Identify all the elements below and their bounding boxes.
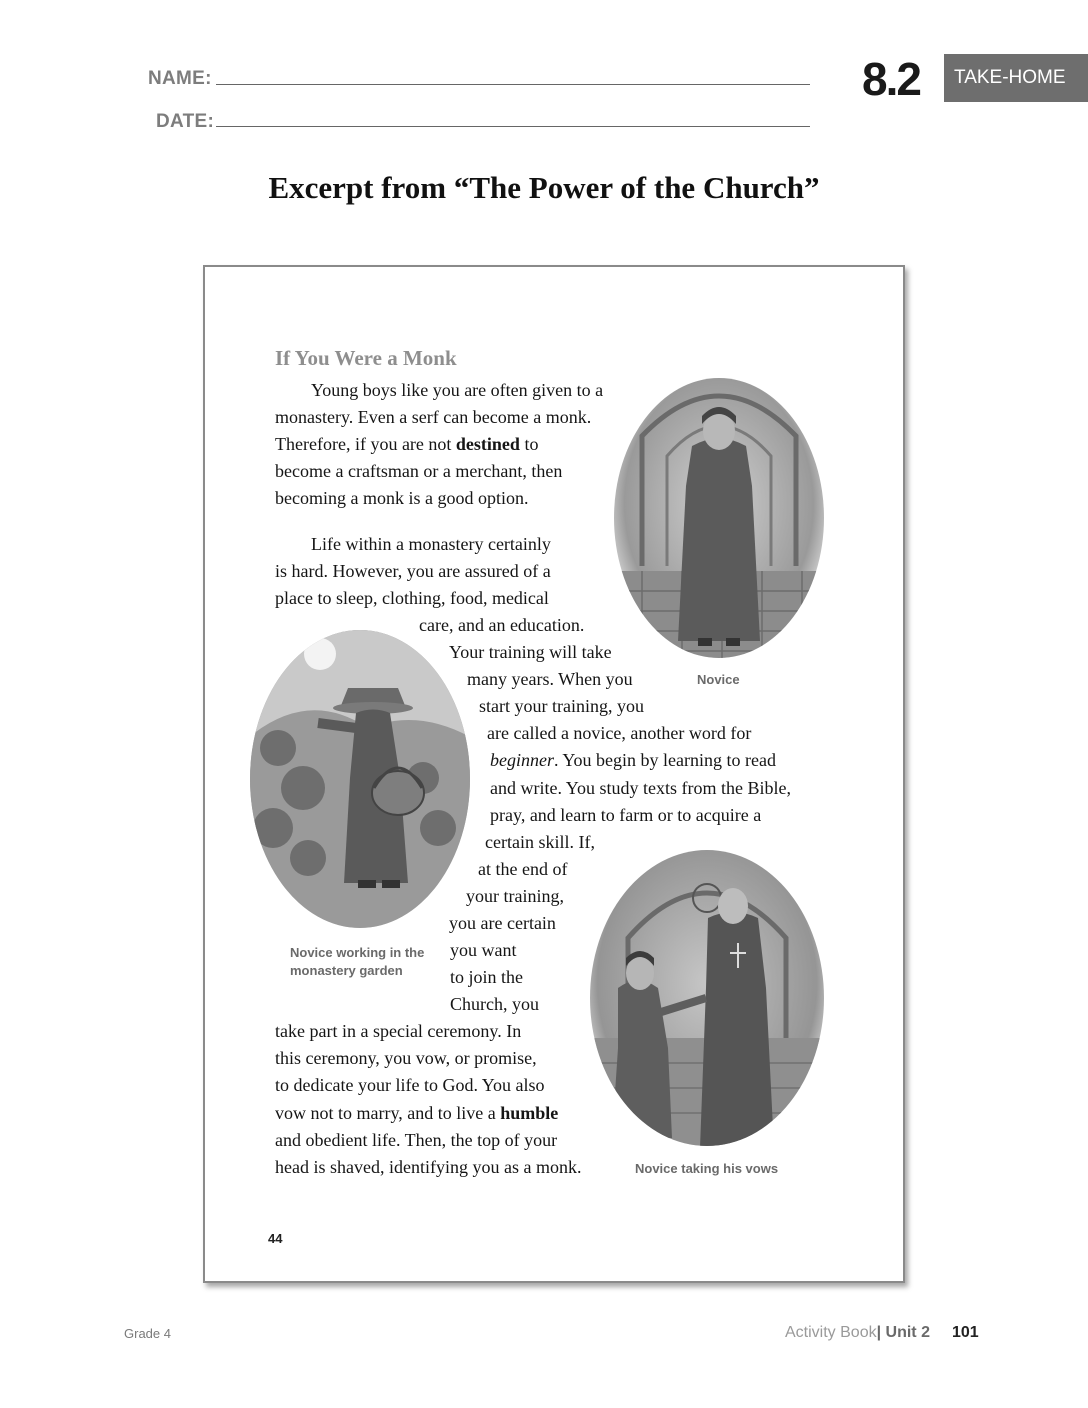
vows-illustration [588, 848, 826, 1148]
date-label: DATE: [156, 111, 215, 132]
text-line: is hard. However, you are assured of a [275, 561, 551, 581]
text-line: head is shaved, identifying you as a monk. [275, 1157, 582, 1177]
name-field[interactable] [216, 84, 810, 85]
excerpt-page-number: 44 [268, 1231, 283, 1246]
text-line: care, and an education. [419, 615, 585, 635]
text-line: pray, and learn to farm or to acquire a [490, 805, 762, 825]
name-label: NAME: [148, 68, 212, 89]
text-line: your training, [466, 886, 564, 906]
text-line: becoming a monk is a good option. [275, 488, 529, 508]
text-line: Therefore, if you are not destined to [275, 434, 539, 454]
text-line: vow not to marry, and to live a humble [275, 1103, 559, 1123]
date-field[interactable] [216, 126, 810, 127]
lesson-number: 8.2 [862, 53, 920, 105]
text-line: to dedicate your life to God. You also [275, 1075, 545, 1095]
text-line: monastery. Even a serf can become a monk. [275, 407, 592, 427]
footer-page-number: 101 [951, 1324, 979, 1341]
text-line: place to sleep, clothing, food, medical [275, 588, 549, 608]
term-beginner: beginner [490, 750, 554, 770]
text-line: at the end of [478, 859, 568, 879]
caption-vows: Novice taking his vows [635, 1161, 779, 1176]
text-line: certain skill. If, [485, 832, 595, 852]
footer-unit: | Unit 2 [876, 1324, 930, 1341]
text-line: take part in a special ceremony. In [275, 1021, 522, 1041]
text-line: and obedient life. Then, the top of your [275, 1130, 558, 1150]
text-line: Young boys like you are often given to a [311, 380, 604, 400]
text-line: Your training will take [449, 642, 612, 662]
text-line: Life within a monastery certainly [311, 534, 551, 554]
vocab-humble: humble [500, 1103, 559, 1123]
caption-novice: Novice [697, 672, 740, 687]
text-line: Church, you [450, 994, 539, 1014]
text-line: are called a novice, another word for [487, 723, 752, 743]
garden-illustration [248, 628, 472, 930]
text-line: beginner. You begin by learning to read [490, 750, 776, 770]
text-line: you want [450, 940, 517, 960]
text-line: and write. You study texts from the Bible, [490, 778, 791, 798]
novice-illustration [612, 376, 826, 660]
text-line: become a craftsman or a merchant, then [275, 461, 563, 481]
text-line: this ceremony, you vow, or promise, [275, 1048, 537, 1068]
text-line: many years. When you [467, 669, 633, 689]
text-line: you are certain [449, 913, 556, 933]
take-home-tag: TAKE-HOME [944, 54, 1088, 102]
page-title: Excerpt from “The Power of the Church” [268, 170, 820, 205]
text-line: to join the [450, 967, 523, 987]
text-line: start your training, you [479, 696, 644, 716]
caption-garden: Novice working in the monastery garden [290, 945, 425, 978]
footer-grade: Grade 4 [124, 1326, 171, 1341]
section-heading: If You Were a Monk [275, 346, 457, 370]
footer-book: Activity Book [785, 1324, 877, 1341]
vocab-destined: destined [455, 434, 520, 454]
footer-book-info [785, 1324, 979, 1342]
